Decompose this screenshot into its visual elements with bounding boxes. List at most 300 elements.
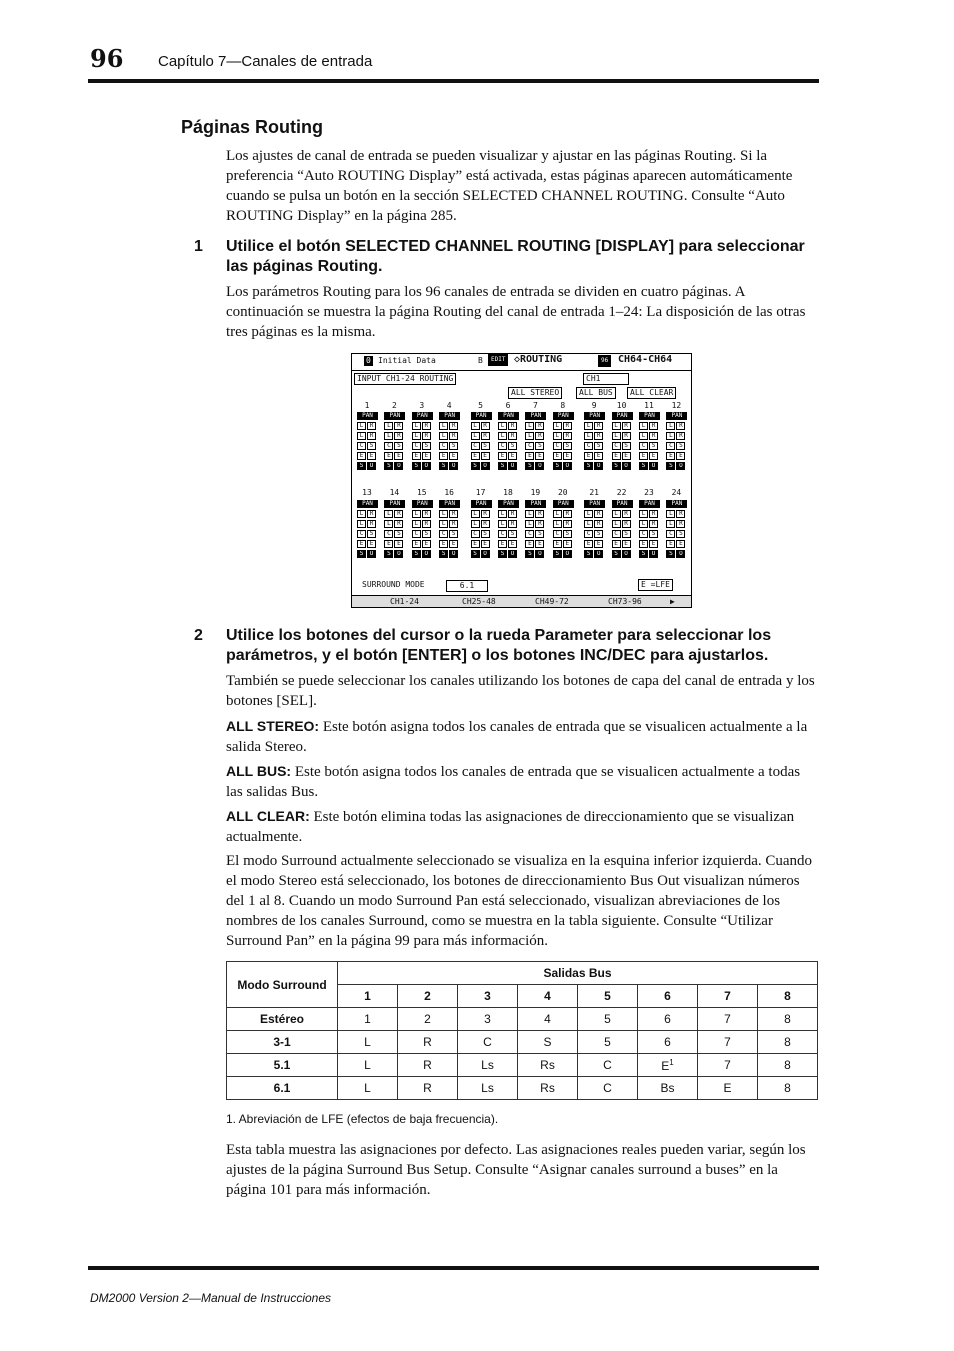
routing-button[interactable]: L [666, 520, 675, 528]
routing-button[interactable]: R [563, 422, 572, 430]
routing-button[interactable]: O [508, 462, 517, 470]
bus-button-row [498, 462, 519, 470]
routing-button[interactable]: E [676, 540, 685, 548]
routing-button[interactable]: R [449, 432, 458, 440]
bus-button-row [639, 442, 660, 450]
routing-button[interactable]: L [412, 510, 421, 518]
routing-button[interactable]: R [508, 432, 517, 440]
routing-button[interactable]: R [594, 520, 603, 528]
routing-button[interactable]: E [639, 452, 648, 460]
channel-number: 17 [475, 488, 486, 497]
routing-button[interactable]: E [367, 540, 376, 548]
routing-button[interactable]: O [449, 462, 458, 470]
routing-button[interactable]: L [639, 422, 648, 430]
tab-ch49-72[interactable]: CH49-72 [535, 597, 569, 606]
bus-button-row [639, 530, 660, 538]
routing-button[interactable]: R [563, 432, 572, 440]
routing-button[interactable]: C [471, 530, 480, 538]
routing-button[interactable]: E [481, 540, 490, 548]
routing-button[interactable]: S [563, 530, 572, 538]
bus-cell-value: 5 [604, 1035, 611, 1049]
bus-header: 3 [458, 985, 518, 1008]
pan-button[interactable]: PAN [525, 500, 546, 508]
scene-flag: B [478, 356, 483, 365]
routing-button[interactable]: S [449, 442, 458, 450]
routing-button[interactable]: L [471, 422, 480, 430]
routing-button[interactable]: L [553, 422, 562, 430]
routing-button[interactable]: O [563, 550, 572, 558]
pan-button[interactable]: PAN [357, 500, 378, 508]
routing-button[interactable]: R [508, 520, 517, 528]
routing-button[interactable]: L [439, 432, 448, 440]
routing-button[interactable]: R [676, 422, 685, 430]
routing-button[interactable]: O [622, 462, 631, 470]
routing-button[interactable]: S [525, 462, 534, 470]
routing-button[interactable]: S [612, 550, 621, 558]
routing-button[interactable]: C [439, 530, 448, 538]
pan-button[interactable]: PAN [471, 412, 492, 420]
routing-button[interactable]: C [553, 442, 562, 450]
routing-button[interactable]: O [422, 462, 431, 470]
routing-button[interactable]: S [439, 462, 448, 470]
routing-button[interactable]: R [508, 422, 517, 430]
routing-button[interactable]: L [612, 510, 621, 518]
routing-button[interactable]: R [649, 510, 658, 518]
routing-button[interactable]: C [357, 530, 366, 538]
routing-button[interactable]: R [676, 520, 685, 528]
routing-button[interactable]: E [649, 540, 658, 548]
table-row [227, 1031, 818, 1054]
routing-button[interactable]: E [666, 452, 675, 460]
routing-button[interactable]: S [649, 530, 658, 538]
routing-button[interactable]: E [594, 540, 603, 548]
routing-button[interactable]: S [535, 442, 544, 450]
routing-button[interactable]: R [622, 510, 631, 518]
term-all-bus [226, 761, 818, 802]
routing-button[interactable]: S [553, 550, 562, 558]
routing-button[interactable]: L [439, 510, 448, 518]
routing-button[interactable]: S [412, 462, 421, 470]
pan-button[interactable]: PAN [384, 500, 405, 508]
routing-button[interactable]: S [439, 550, 448, 558]
routing-button[interactable]: L [384, 510, 393, 518]
routing-button[interactable]: E [639, 540, 648, 548]
bus-button-row [666, 442, 687, 450]
pan-button[interactable]: PAN [412, 412, 433, 420]
routing-button[interactable]: E [439, 540, 448, 548]
routing-button[interactable]: S [676, 530, 685, 538]
routing-button[interactable]: E [449, 452, 458, 460]
routing-button[interactable]: L [357, 432, 366, 440]
routing-button[interactable]: C [553, 530, 562, 538]
routing-button[interactable]: R [481, 422, 490, 430]
pan-button[interactable]: PAN [584, 412, 605, 420]
pan-button[interactable]: PAN [639, 500, 660, 508]
routing-button[interactable]: E [563, 452, 572, 460]
routing-button[interactable]: L [412, 520, 421, 528]
routing-button[interactable]: C [612, 442, 621, 450]
routing-button[interactable]: O [449, 550, 458, 558]
routing-button[interactable]: R [622, 520, 631, 528]
routing-button[interactable]: S [508, 530, 517, 538]
routing-button[interactable]: R [367, 432, 376, 440]
routing-button[interactable]: L [525, 432, 534, 440]
routing-button[interactable]: E [422, 540, 431, 548]
routing-button[interactable]: S [394, 442, 403, 450]
routing-button[interactable]: S [553, 462, 562, 470]
routing-button[interactable]: R [649, 432, 658, 440]
routing-button[interactable]: C [584, 442, 593, 450]
routing-button[interactable]: R [449, 520, 458, 528]
routing-button[interactable]: E [357, 452, 366, 460]
routing-button[interactable]: L [384, 520, 393, 528]
routing-button[interactable]: R [422, 432, 431, 440]
routing-button[interactable]: C [471, 442, 480, 450]
routing-button[interactable]: E [471, 452, 480, 460]
routing-button[interactable]: C [412, 442, 421, 450]
routing-button[interactable]: E [412, 452, 421, 460]
routing-button[interactable]: S [508, 442, 517, 450]
routing-button[interactable]: R [535, 510, 544, 518]
routing-button[interactable]: C [666, 442, 675, 450]
bus-cell-value: 8 [784, 1081, 791, 1095]
routing-button[interactable]: S [622, 442, 631, 450]
routing-button[interactable]: O [676, 462, 685, 470]
routing-button[interactable]: E [553, 540, 562, 548]
pan-button[interactable]: PAN [584, 500, 605, 508]
routing-button[interactable]: C [357, 442, 366, 450]
routing-button[interactable]: L [584, 432, 593, 440]
routing-button[interactable]: L [498, 432, 507, 440]
routing-button[interactable]: E [384, 452, 393, 460]
routing-button[interactable]: C [639, 530, 648, 538]
routing-button[interactable]: R [367, 510, 376, 518]
routing-button[interactable]: L [357, 520, 366, 528]
bus-button-row [525, 530, 546, 538]
all-bus-button[interactable]: ALL BUS [576, 387, 616, 399]
pan-button[interactable]: PAN [384, 412, 405, 420]
pan-button[interactable]: PAN [666, 412, 687, 420]
pan-button[interactable]: PAN [439, 500, 460, 508]
routing-button[interactable]: R [422, 520, 431, 528]
routing-button[interactable]: C [639, 442, 648, 450]
pan-button[interactable]: PAN [439, 412, 460, 420]
routing-button[interactable]: R [676, 510, 685, 518]
routing-button[interactable]: E [422, 452, 431, 460]
routing-button[interactable]: E [412, 540, 421, 548]
routing-button[interactable]: R [394, 520, 403, 528]
routing-button[interactable]: R [367, 422, 376, 430]
routing-button[interactable]: S [639, 462, 648, 470]
tab-ch1-24[interactable]: CH1-24 [390, 597, 419, 606]
routing-button[interactable]: R [676, 432, 685, 440]
routing-button[interactable]: L [553, 510, 562, 518]
mode-cell: 6.1 [227, 1077, 338, 1100]
routing-button[interactable]: E [394, 540, 403, 548]
routing-button[interactable]: L [471, 510, 480, 518]
pan-button[interactable]: PAN [357, 412, 378, 420]
routing-button[interactable]: L [553, 520, 562, 528]
routing-button[interactable]: R [394, 432, 403, 440]
routing-button[interactable]: E [649, 452, 658, 460]
routing-button[interactable]: S [481, 530, 490, 538]
routing-button[interactable]: E [594, 452, 603, 460]
routing-button[interactable]: L [498, 510, 507, 518]
routing-button[interactable]: E [498, 452, 507, 460]
routing-button[interactable]: E [508, 540, 517, 548]
routing-button[interactable]: R [594, 422, 603, 430]
routing-button[interactable]: C [666, 530, 675, 538]
routing-button[interactable]: L [525, 520, 534, 528]
routing-button[interactable]: L [584, 422, 593, 430]
all-stereo-button[interactable]: ALL STEREO [508, 387, 562, 399]
routing-button[interactable]: L [357, 510, 366, 518]
routing-button[interactable]: L [612, 520, 621, 528]
step1-body: Los parámetros Routing para los 96 canales de entrada se dividen en cuatro páginas. A continuación se muestra la página Routing del canal de entrada 1–24: La disposición de las otras tres páginas es la misma. [226, 284, 806, 340]
routing-button[interactable]: E [535, 540, 544, 548]
routing-button[interactable]: S [394, 530, 403, 538]
channel-number: 8 [560, 401, 566, 410]
bus-button-row [612, 462, 633, 470]
routing-button[interactable]: L [584, 520, 593, 528]
routing-button[interactable]: E [449, 540, 458, 548]
routing-button[interactable]: S [422, 530, 431, 538]
routing-button[interactable]: O [676, 550, 685, 558]
routing-button[interactable]: R [422, 510, 431, 518]
routing-button[interactable]: E [535, 452, 544, 460]
bus-cell-value: L [364, 1035, 371, 1049]
routing-button[interactable]: L [471, 432, 480, 440]
routing-button[interactable]: R [449, 422, 458, 430]
routing-button[interactable]: E [439, 452, 448, 460]
routing-button[interactable]: R [535, 432, 544, 440]
routing-button[interactable]: E [394, 452, 403, 460]
routing-button[interactable]: R [594, 432, 603, 440]
routing-button[interactable]: E [612, 452, 621, 460]
pan-button[interactable]: PAN [525, 412, 546, 420]
all-clear-button[interactable]: ALL CLEAR [627, 387, 676, 399]
routing-button[interactable]: C [439, 442, 448, 450]
routing-button[interactable]: R [449, 510, 458, 518]
routing-button[interactable]: C [384, 442, 393, 450]
routing-button[interactable]: E [676, 452, 685, 460]
routing-button[interactable]: L [384, 422, 393, 430]
routing-button[interactable]: S [481, 442, 490, 450]
routing-button[interactable]: E [481, 452, 490, 460]
routing-button[interactable]: O [394, 550, 403, 558]
routing-button[interactable]: L [357, 422, 366, 430]
routing-button[interactable]: S [498, 550, 507, 558]
routing-button[interactable]: E [584, 540, 593, 548]
pan-button[interactable]: PAN [471, 500, 492, 508]
routing-button[interactable]: C [584, 530, 593, 538]
tab-ch25-48[interactable]: CH25-48 [462, 597, 496, 606]
pan-button[interactable]: PAN [412, 500, 433, 508]
routing-button[interactable]: R [563, 520, 572, 528]
routing-button[interactable]: S [594, 530, 603, 538]
routing-button[interactable]: S [357, 462, 366, 470]
routing-button[interactable]: O [594, 550, 603, 558]
routing-button[interactable]: S [639, 550, 648, 558]
routing-button[interactable]: S [563, 442, 572, 450]
bus-button-row [357, 422, 378, 430]
routing-button[interactable]: O [422, 550, 431, 558]
bus-button-row [498, 530, 519, 538]
pan-button[interactable]: PAN [612, 500, 633, 508]
routing-button[interactable]: O [508, 550, 517, 558]
pan-button[interactable]: PAN [553, 412, 574, 420]
header-bus-outputs: Salidas Bus [338, 962, 818, 985]
routing-button[interactable]: E [666, 540, 675, 548]
routing-button[interactable]: L [639, 432, 648, 440]
routing-button[interactable]: L [439, 422, 448, 430]
routing-button[interactable]: L [498, 520, 507, 528]
routing-button[interactable]: L [584, 510, 593, 518]
routing-button[interactable]: S [622, 530, 631, 538]
routing-button[interactable]: R [481, 510, 490, 518]
routing-button[interactable]: C [525, 442, 534, 450]
routing-button[interactable]: O [563, 462, 572, 470]
routing-button[interactable]: R [649, 422, 658, 430]
routing-button[interactable]: L [525, 510, 534, 518]
routing-button[interactable]: S [498, 462, 507, 470]
routing-button[interactable]: R [394, 510, 403, 518]
routing-button[interactable]: C [412, 530, 421, 538]
routing-button[interactable]: R [367, 520, 376, 528]
routing-button[interactable]: R [481, 432, 490, 440]
routing-button[interactable]: L [384, 432, 393, 440]
routing-button[interactable]: E [357, 540, 366, 548]
routing-button[interactable]: L [498, 422, 507, 430]
pan-button[interactable]: PAN [553, 500, 574, 508]
routing-button[interactable]: R [535, 520, 544, 528]
routing-button[interactable]: L [639, 520, 648, 528]
routing-button[interactable]: E [525, 540, 534, 548]
routing-button[interactable]: R [622, 422, 631, 430]
bus-button-row [666, 422, 687, 430]
routing-button[interactable]: S [525, 550, 534, 558]
bus-button-row [498, 520, 519, 528]
routing-button[interactable]: O [367, 462, 376, 470]
routing-button[interactable]: S [594, 442, 603, 450]
routing-button[interactable]: L [666, 510, 675, 518]
routing-button[interactable]: S [422, 442, 431, 450]
routing-button[interactable]: C [525, 530, 534, 538]
routing-button[interactable]: S [649, 442, 658, 450]
pan-button[interactable]: PAN [498, 500, 519, 508]
routing-button[interactable]: R [649, 520, 658, 528]
routing-button[interactable]: E [525, 452, 534, 460]
routing-button[interactable]: L [553, 432, 562, 440]
routing-button[interactable]: E [553, 452, 562, 460]
routing-button[interactable]: S [449, 530, 458, 538]
routing-button[interactable]: E [584, 452, 593, 460]
routing-button[interactable]: C [612, 530, 621, 538]
routing-button[interactable]: R [422, 422, 431, 430]
routing-button[interactable]: S [384, 550, 393, 558]
routing-button[interactable]: S [676, 442, 685, 450]
pan-button[interactable]: PAN [639, 412, 660, 420]
routing-button[interactable]: L [612, 422, 621, 430]
pan-button[interactable]: PAN [498, 412, 519, 420]
routing-button[interactable]: E [384, 540, 393, 548]
routing-button[interactable]: L [639, 510, 648, 518]
next-page-icon[interactable]: ▶ [670, 597, 675, 606]
routing-button[interactable]: O [535, 462, 544, 470]
routing-button[interactable]: R [594, 510, 603, 518]
routing-button[interactable]: O [594, 462, 603, 470]
tab-ch73-96[interactable]: CH73-96 [608, 597, 642, 606]
routing-button[interactable]: O [367, 550, 376, 558]
routing-button[interactable]: E [471, 540, 480, 548]
routing-button[interactable]: S [357, 550, 366, 558]
bus-button-row [666, 452, 687, 460]
routing-button[interactable]: E [612, 540, 621, 548]
routing-button[interactable]: O [649, 462, 658, 470]
surround-mode-value[interactable]: 6.1 [446, 580, 488, 592]
routing-button[interactable]: S [612, 462, 621, 470]
routing-button[interactable]: L [439, 520, 448, 528]
pan-button[interactable]: PAN [612, 412, 633, 420]
routing-button[interactable]: C [384, 530, 393, 538]
bus-button-row [384, 520, 405, 528]
routing-button[interactable]: E [498, 540, 507, 548]
routing-button[interactable]: R [563, 510, 572, 518]
routing-button[interactable]: O [535, 550, 544, 558]
routing-button[interactable]: S [367, 530, 376, 538]
routing-button[interactable]: L [412, 422, 421, 430]
routing-button[interactable]: S [471, 462, 480, 470]
routing-button[interactable]: O [481, 550, 490, 558]
bus-header: 2 [398, 985, 458, 1008]
routing-button[interactable]: S [666, 462, 675, 470]
routing-button[interactable]: L [666, 422, 675, 430]
routing-button[interactable]: C [498, 442, 507, 450]
routing-button[interactable]: L [666, 432, 675, 440]
routing-button[interactable]: E [622, 540, 631, 548]
table-row [227, 1077, 818, 1100]
routing-button[interactable]: R [481, 520, 490, 528]
routing-button[interactable]: L [612, 432, 621, 440]
routing-button[interactable]: S [367, 442, 376, 450]
routing-button[interactable]: E [508, 452, 517, 460]
routing-button[interactable]: E [367, 452, 376, 460]
routing-button[interactable]: L [471, 520, 480, 528]
routing-button[interactable]: S [535, 530, 544, 538]
routing-button[interactable]: L [412, 432, 421, 440]
routing-button[interactable]: O [649, 550, 658, 558]
routing-button[interactable]: R [622, 432, 631, 440]
routing-button[interactable]: S [584, 550, 593, 558]
routing-button[interactable]: C [498, 530, 507, 538]
chapter-title: Capítulo 7—Canales de entrada [158, 53, 373, 70]
routing-button[interactable]: S [384, 462, 393, 470]
routing-button[interactable]: S [412, 550, 421, 558]
routing-button[interactable]: S [584, 462, 593, 470]
routing-button[interactable]: R [394, 422, 403, 430]
routing-button[interactable]: E [563, 540, 572, 548]
routing-button[interactable]: O [394, 462, 403, 470]
routing-button[interactable]: S [471, 550, 480, 558]
routing-button[interactable]: S [666, 550, 675, 558]
routing-button[interactable]: L [525, 422, 534, 430]
routing-button[interactable]: R [508, 510, 517, 518]
routing-button[interactable]: E [622, 452, 631, 460]
routing-button[interactable]: O [622, 550, 631, 558]
pan-button[interactable]: PAN [666, 500, 687, 508]
routing-button[interactable]: O [481, 462, 490, 470]
routing-button[interactable]: R [535, 422, 544, 430]
